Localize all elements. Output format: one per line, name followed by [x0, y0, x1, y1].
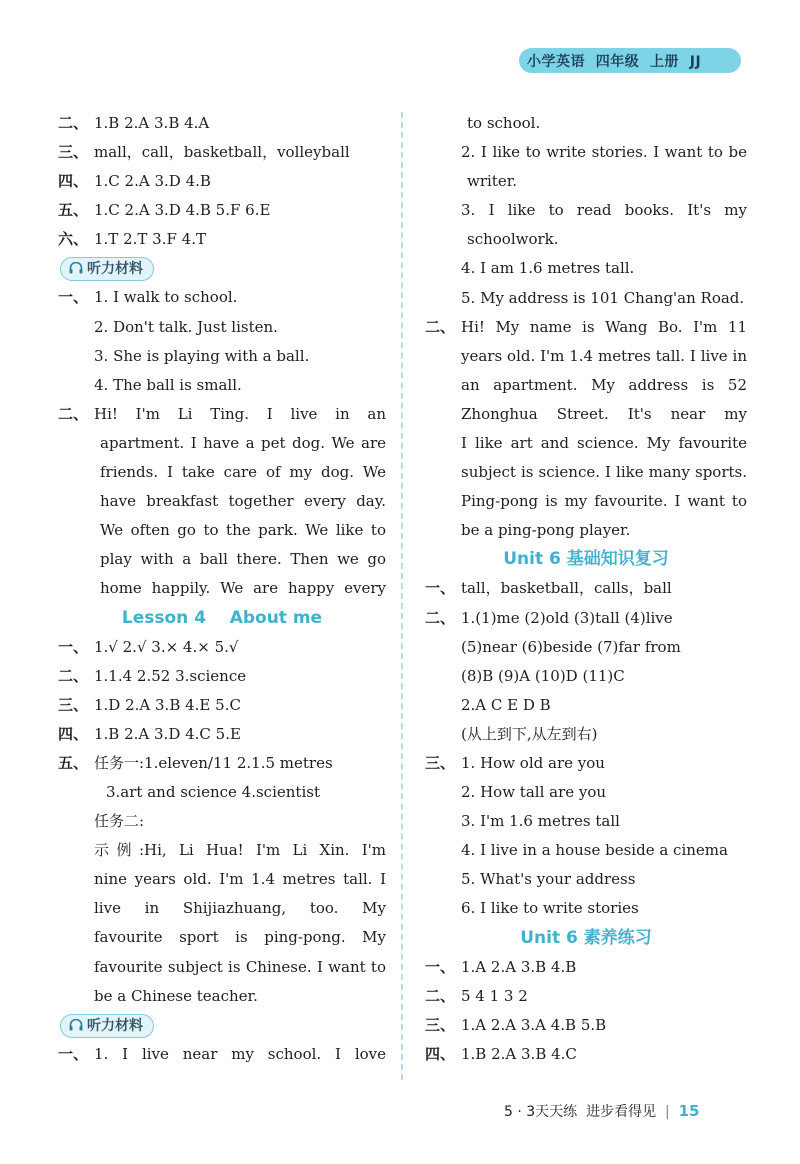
answer-text: Zhonghua Street. It's near my: [461, 404, 747, 423]
question-number-label: 三、: [425, 1015, 456, 1034]
column-divider: [401, 112, 403, 1080]
answer-text: 1.C 2.A 3.D 4.B: [94, 172, 211, 191]
answer-line: [58, 749, 386, 778]
tag-label: 听力材料: [87, 261, 143, 278]
answer-text: 1. I live near my school. I love: [94, 1044, 386, 1063]
answer-line: [425, 1040, 747, 1069]
question-number-label: 一、: [58, 637, 89, 656]
answer-line: [425, 982, 747, 1011]
answer-line: [58, 283, 386, 312]
answer-text: 5. My address is 101 Chang'an Road.: [461, 288, 745, 307]
answer-text: (5)near (6)beside (7)far from: [461, 637, 681, 656]
answer-line: [425, 574, 747, 603]
headphones-icon: [69, 262, 83, 274]
page-number: 15: [678, 1102, 700, 1120]
answer-text: play with a ball there. Then we go: [100, 550, 386, 569]
answer-line: [425, 604, 747, 633]
answer-text: 1.C 2.A 3.D 4.B 5.F 6.E: [94, 201, 271, 220]
header-title: 小学英语 四年级 上册 JJ: [527, 54, 702, 70]
answer-text: Ping-pong is my favourite. I want to: [461, 492, 747, 511]
answer-line: [425, 691, 747, 720]
answer-text: 3.art and science 4.scientist: [106, 782, 320, 801]
answer-text: 5. What's your address: [461, 870, 636, 889]
answer-line: [58, 371, 386, 400]
question-number-label: 一、: [425, 579, 456, 598]
question-number-label: 三、: [58, 143, 89, 162]
answer-text: 2.A C E D B: [461, 695, 551, 714]
answer-text: apartment. I have a pet dog. We are: [100, 433, 386, 452]
answer-text: 1.D 2.A 3.B 4.E 5.C: [94, 695, 241, 714]
answer-line: [58, 342, 386, 371]
answer-line: [58, 196, 386, 225]
footer-brand: 5 · 3天天练 进步看得见: [504, 1104, 657, 1120]
answer-line: [425, 284, 747, 313]
question-number-label: 二、: [58, 114, 89, 132]
section-title: Unit 6 素养练习: [520, 927, 652, 948]
answer-text: Hi! I'm Li Ting. I live in an: [94, 404, 386, 423]
answer-text: 任务一:1.eleven/11 2.1.5 metres: [94, 753, 333, 772]
listening-material-tag: [60, 1014, 154, 1038]
answer-text: 任务二:: [94, 812, 145, 831]
footer-separator: |: [664, 1104, 670, 1120]
question-number-label: 二、: [425, 317, 456, 336]
answer-text: be a ping-pong player.: [461, 521, 631, 540]
answer-text: 4. I live in a house beside a cinema: [461, 841, 728, 860]
answer-line: [425, 458, 747, 487]
answer-line: [425, 254, 747, 283]
answer-text: an apartment. My address is 52: [461, 375, 747, 394]
answer-line: [58, 778, 386, 807]
answer-text: 4. I am 1.6 metres tall.: [461, 259, 635, 278]
answer-line: [58, 429, 386, 458]
answer-line: [58, 225, 386, 254]
question-number-label: 四、: [425, 1044, 456, 1063]
answer-text: live in Shijiazhuang, too. My: [94, 899, 386, 918]
answer-line: [425, 633, 747, 662]
answer-text: 示例:Hi, Li Hua! I'm Li Xin. I'm: [94, 841, 386, 860]
answer-line: [58, 720, 386, 749]
question-number-label: 二、: [58, 404, 89, 423]
tag-label: 听力材料: [87, 1017, 143, 1034]
question-number-label: 四、: [58, 172, 89, 191]
answer-line: [425, 167, 747, 196]
answer-line: [58, 400, 386, 429]
answer-line: [58, 836, 386, 865]
answer-text: 3. I'm 1.6 metres tall: [461, 812, 620, 831]
answer-line: [58, 662, 386, 691]
answer-text: I like art and science. My favourite: [461, 434, 747, 453]
answer-text: to school.: [467, 114, 541, 132]
headphones-icon: [69, 1019, 83, 1031]
answer-line: [58, 865, 386, 894]
answer-text: friends. I take care of my dog. We: [100, 463, 386, 482]
answer-text: 2. I like to write stories. I want to be: [461, 143, 747, 162]
answer-line: [58, 313, 386, 342]
question-number-label: 一、: [58, 288, 89, 307]
answer-text: Hi! My name is Wang Bo. I'm 11: [461, 317, 747, 336]
question-number-label: 一、: [58, 1044, 89, 1063]
answer-text: 1.B 2.A 3.B 4.A: [94, 114, 210, 132]
answer-line: [425, 429, 747, 458]
answer-text: years old. I'm 1.4 metres tall. I live in: [461, 346, 747, 365]
answer-line: [58, 807, 386, 836]
question-number-label: 二、: [425, 986, 456, 1005]
answer-line: [58, 953, 386, 982]
question-number-label: 三、: [425, 753, 456, 772]
question-number-label: 四、: [58, 724, 89, 743]
answer-line: [425, 225, 747, 254]
answer-text: favourite sport is ping-pong. My: [94, 928, 386, 947]
answer-line: [425, 371, 747, 400]
answer-text: 1.(1)me (2)old (3)tall (4)live: [461, 608, 673, 627]
answer-text: 1.T 2.T 3.F 4.T: [94, 230, 206, 249]
answer-text: mall，call，basketball，volleyball: [94, 143, 350, 162]
answer-text: We often go to the park. We like to: [100, 521, 386, 540]
answer-line: [58, 982, 386, 1011]
question-number-label: 一、: [425, 957, 456, 976]
answer-line: [58, 516, 386, 545]
answer-text: 6. I like to write stories: [461, 899, 639, 918]
answer-text: 1.B 2.A 3.B 4.C: [461, 1044, 577, 1063]
answer-line: [425, 138, 747, 167]
answer-text: 5 4 1 3 2: [461, 986, 528, 1005]
answer-line: [425, 720, 747, 749]
answer-text: 2. Don't talk. Just listen.: [94, 317, 278, 336]
answer-line: [58, 487, 386, 516]
answer-line: [425, 953, 747, 982]
answer-text: tall，basketball，calls，ball: [461, 579, 672, 598]
answer-text: 1.A 2.A 3.B 4.B: [461, 957, 577, 976]
answer-line: [425, 487, 747, 516]
right-column: [425, 109, 747, 1069]
answer-text: (从上到下,从左到右): [461, 724, 598, 743]
section-title: Lesson 4 About me: [121, 607, 323, 628]
answer-line: [58, 923, 386, 952]
answer-line: [425, 516, 747, 545]
answer-line: [425, 865, 747, 894]
question-number-label: 五、: [58, 201, 89, 220]
answer-line: [425, 807, 747, 836]
listening-material-tag: [60, 257, 154, 281]
answer-text: home happily. We are happy every: [100, 579, 386, 598]
question-number-label: 二、: [58, 666, 89, 685]
answer-line: [425, 342, 747, 371]
answer-text: 1.√ 2.√ 3.× 4.× 5.√: [94, 637, 239, 656]
answer-text: subject is science. I like many sports.: [461, 463, 747, 482]
answer-text: 1.B 2.A 3.D 4.C 5.E: [94, 724, 241, 743]
answer-line: [425, 749, 747, 778]
answer-text: writer.: [467, 172, 518, 191]
answer-line: [425, 836, 747, 865]
answer-text: 2. How tall are you: [461, 783, 607, 802]
answer-text: 3. She is playing with a ball.: [94, 346, 310, 365]
answer-line: [58, 138, 386, 167]
answer-text: be a Chinese teacher.: [94, 986, 258, 1005]
answer-text: 3. I like to read books. It's my: [461, 201, 747, 220]
answer-line: [425, 313, 747, 342]
question-number-label: 六、: [58, 230, 89, 249]
answer-line: [58, 574, 386, 603]
question-number-label: 三、: [58, 695, 89, 714]
answer-text: have breakfast together every day.: [100, 492, 386, 511]
answer-line: [58, 894, 386, 923]
question-number-label: 二、: [425, 608, 456, 627]
answer-text: 4. The ball is small.: [94, 375, 242, 394]
answer-line: [58, 1040, 386, 1069]
answer-line: [58, 109, 386, 138]
left-column: [58, 109, 386, 1069]
answer-line: [58, 691, 386, 720]
answer-text: favourite subject is Chinese. I want to: [94, 957, 386, 976]
answer-text: 1. I walk to school.: [94, 288, 238, 307]
answer-line: [58, 458, 386, 487]
answer-line: [425, 400, 747, 429]
section-title: Unit 6 基础知识复习: [503, 549, 669, 570]
answer-text: schoolwork.: [467, 230, 559, 249]
answer-text: 1.1.4 2.52 3.science: [94, 666, 247, 685]
section-tag-row: [58, 254, 386, 283]
answer-line: [425, 1011, 747, 1040]
answer-line: [425, 894, 747, 923]
answer-line: [425, 662, 747, 691]
answer-line: [425, 109, 747, 138]
answer-line: [58, 167, 386, 196]
answer-line: [58, 633, 386, 662]
answer-text: 1. How old are you: [461, 753, 605, 772]
answer-text: 1.A 2.A 3.A 4.B 5.B: [461, 1015, 607, 1034]
answer-text: (8)B (9)A (10)D (11)C: [461, 666, 625, 685]
section-tag-row: [58, 1011, 386, 1040]
answer-line: [425, 196, 747, 225]
page-footer: [504, 1101, 699, 1121]
answer-line: [58, 545, 386, 574]
answer-text: nine years old. I'm 1.4 metres tall. I: [94, 870, 386, 889]
question-number-label: 五、: [58, 753, 89, 772]
answer-line: [425, 778, 747, 807]
